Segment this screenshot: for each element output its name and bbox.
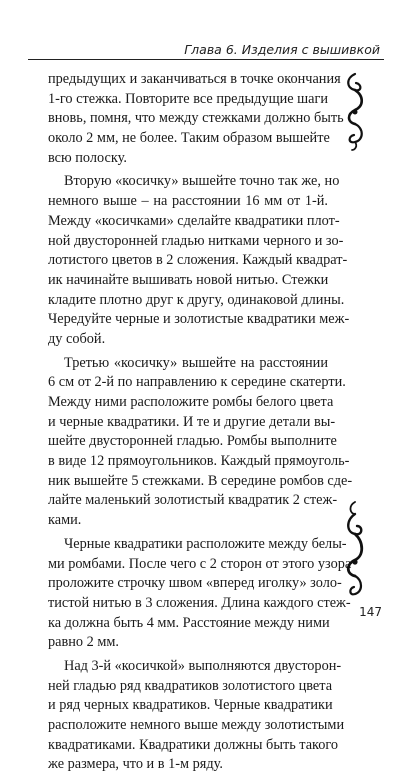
text-line: лотистого цветов в 2 сложения. Каждый квадрат- [48,252,348,269]
text-line: в виде 12 прямоугольников. Каждый прямоуголь- [48,453,350,470]
text-line: ками. [48,512,82,529]
text-line: Вторую «косичку» вышейте точно так же, но [64,173,340,190]
text-line: и черные квадратики. И те и другие детали вы- [48,413,336,430]
scroll-ornament-icon [342,500,368,600]
text-line: тистой нитью в 3 сложения. Длина каждого стеж- [48,594,351,611]
paragraph [48,172,350,349]
text-line: Чередуйте черные и золотистые квадратики меж- [48,311,350,328]
text-line: лайте маленький золотистый квадратик 2 стеж- [48,492,338,509]
text-line: всю полоску. [48,149,127,166]
paragraph [48,657,345,775]
scroll-ornament-icon [342,72,368,152]
text-line: ней гладью ряд квадратиков золотистого цвета [48,677,333,694]
text-line: ник вышейте 5 стежками. В середине ромбов сде- [48,472,353,489]
text-line: проложите строчку швом «вперед иголку» золо- [48,575,342,592]
text-line: около 2 мм, не более. Таким образом вышейте [48,130,330,147]
text-line: равно 2 мм. [48,634,120,651]
text-line: Черные квадратики расположите между белы- [64,535,347,552]
text-line: немного выше – на расстоянии 16 мм от 1-й. [48,193,328,210]
text-line: 6 см от 2-й по направлению к середине скатерти. [48,374,346,391]
body-text [48,70,353,775]
text-line: предыдущих и заканчиваться в точке окончания [48,71,341,87]
text-line: Между ними расположите ромбы белого цвета [48,394,334,410]
text-line: Третью «косичку» вышейте на расстоянии [64,354,328,371]
text-line: ду собой. [48,330,106,347]
text-line: ми ромбами. После чего с 2 сторон от этого узора [48,555,352,572]
text-line: 1-го стежка. Повторите все предыдущие шаги [48,90,329,107]
text-line: квадратиками. Квадратики должны быть такого [48,736,339,753]
text-line: ной двусторонней гладью нитками черного и зо- [48,232,344,249]
text-line: и ряд черных квадратиков. Черные квадратики [48,697,333,714]
text-line: Над 3-й «косичкой» выполняются двусторон- [64,657,342,674]
paragraph [48,354,353,531]
text-line: ик начинайте вышивать новой нитью. Стежки [48,271,329,288]
paragraph [48,535,352,653]
header-rule [28,59,384,60]
text-line: расположите немного выше между золотистыми [48,717,345,733]
text-line: ка должна быть 4 мм. Расстояние между ними [48,614,330,631]
text-line: вновь, помня, что между стежками должно быть [48,110,344,127]
text-line: шейте двусторонней гладью. Ромбы выполните [48,433,337,450]
paragraph [48,70,344,168]
text-line: же размера, что и в 1-м ряду. [48,756,223,773]
text-line: кладите плотно друг к другу, одинаковой длины. [48,291,345,308]
running-head: Глава 6. Изделия с вышивкой [184,42,380,57]
text-line: Между «косичками» сделайте квадратики плот- [48,212,340,229]
page-number: 147 [359,605,382,619]
